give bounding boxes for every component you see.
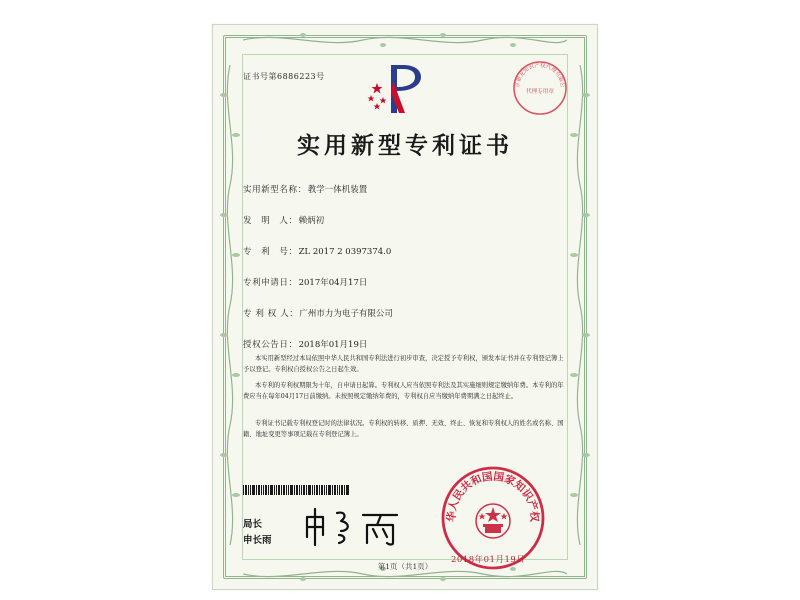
agency-seal <box>511 59 569 121</box>
patent-office-logo-icon <box>363 61 427 117</box>
field-application-date <box>243 276 367 288</box>
paragraph-grant: 本实用新型经过本局依照中华人民共和国专利法进行初步审查，决定授予专利权，颁发本证书并在专利登记簿上予以登记。专利权自授权公告之日起生效。 <box>243 355 564 373</box>
paragraph-term: 本专利的专利权期限为十年，自申请日起算。专利权人应当依照专利法及其实施细则规定缴纳年费。本专利的年费应当在每年04月17日前缴纳。未按照规定缴纳年费的，专利权自应当缴纳年费期满之日起终止。 <box>243 382 564 400</box>
signer-title: 局长 <box>243 519 263 530</box>
field-value: 2018年01月19日 <box>298 340 368 350</box>
field-label: 实用新型名称： <box>243 185 307 195</box>
field-value: 赖炳初 <box>298 216 325 226</box>
field-label: 发 明 人： <box>243 216 298 226</box>
patent-certificate <box>212 24 598 590</box>
office-seal-text: 华人民共和国国家知识产权 <box>445 470 541 523</box>
field-value: 教学一体机装置 <box>307 185 368 195</box>
field-value: ZL 2017 2 0397374.0 <box>298 247 392 257</box>
page-number: 第1页（共1页） <box>377 562 433 571</box>
field-label: 授权公告日： <box>243 340 298 350</box>
agency-seal-center-text: 代理专用章 <box>526 89 554 95</box>
certificate-number: 证书号第6886223号 <box>243 72 325 81</box>
field-label: 专 利 号： <box>243 247 298 257</box>
field-value: 2017年04月17日 <box>298 278 368 288</box>
signature-icon <box>301 505 405 549</box>
field-utility-model-name <box>243 183 367 195</box>
paragraph-record: 专利证书记载专利权登记时的法律状况。专利权的转移、质押、无效、终止、恢复和专利权人的姓名或名称、国籍、地址变更等事项记载在专利登记簿上。 <box>243 420 564 438</box>
field-inventor <box>243 214 324 226</box>
certificate-title: 实用新型专利证书 <box>297 133 513 159</box>
field-grant-date <box>243 338 367 350</box>
field-value: 广州市力为电子有限公司 <box>299 309 393 319</box>
national-emblem-icon <box>476 504 510 538</box>
field-label: 专 利 权 人： <box>243 309 299 319</box>
field-label: 专利申请日： <box>243 278 298 288</box>
svg-text:北京银龙知识产权代理有限公司 <box>511 59 566 89</box>
vine-decoration-top <box>243 29 567 51</box>
signer-name: 申长雨 <box>243 535 272 546</box>
field-patentee <box>243 307 393 319</box>
barcode-icon <box>243 485 351 495</box>
agency-seal-text: 京银龙知识产权代理有限公 <box>514 62 566 89</box>
seal-date: 2018年01月19日 <box>451 555 526 565</box>
field-patent-number <box>243 245 391 257</box>
